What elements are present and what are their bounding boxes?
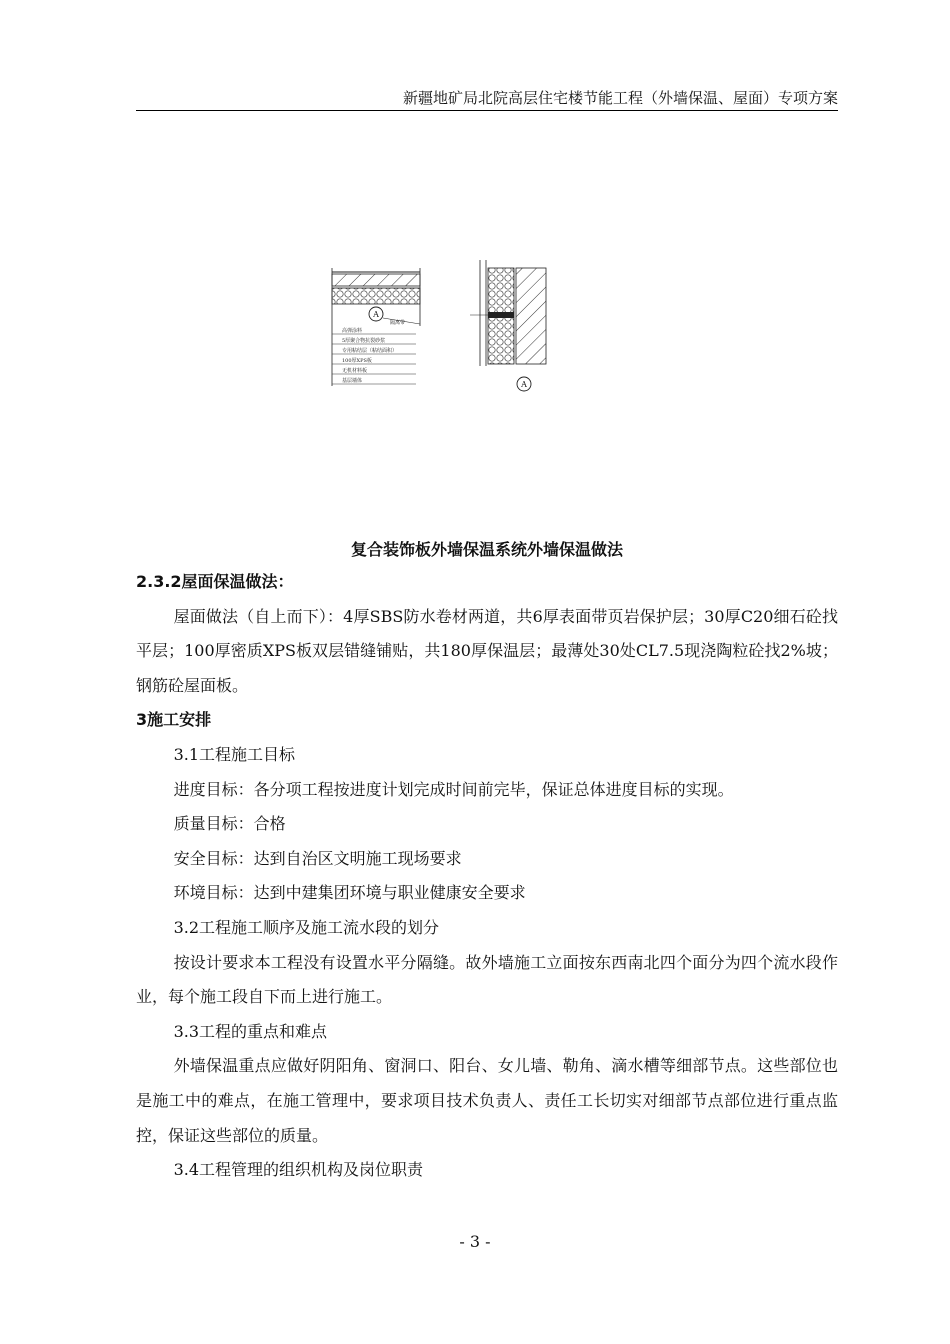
paragraph: 按设计要求本工程没有设置水平分隔缝。故外墙施工立面按东西南北四个面分为四个流水段作业，每个施工段自下而上进行施工。 xyxy=(136,952,838,1007)
layer-label: 无机材料板 xyxy=(342,368,368,374)
paragraph: 安全目标：达到自治区文明施工现场要求 xyxy=(173,848,462,868)
layer-legend xyxy=(332,327,416,384)
layer-label: 5厚聚合物抗裂砂浆 xyxy=(342,338,386,344)
callout-label: A xyxy=(521,380,527,389)
header-title: 新疆地矿局北院高层住宅楼节能工程（外墙保温、屋面）专项方案 xyxy=(402,89,838,107)
paragraph: 环境目标：达到中建集团环境与职业健康安全要求 xyxy=(173,883,526,903)
subsection-title: 3.3工程的重点和难点 xyxy=(173,1021,328,1041)
paragraph: 质量目标：合格 xyxy=(173,814,286,834)
paragraph: 屋面做法（自上而下）：4厚SBS防水卷材两道，共6厚表面带页岩保护层；30厚C20细石砼找平层；100厚密质XPS板双层错缝铺贴，共180厚保温层；最薄处30处CL7.5现浇陶粒砼找2%坡；钢筋砼屋面板。 xyxy=(136,606,838,695)
figure-caption: 复合装饰板外墙保温系统外墙保温做法 xyxy=(350,540,623,559)
subsection-title: 3.2工程施工顺序及施工流水段的划分 xyxy=(173,917,440,937)
callout-label: A xyxy=(373,310,379,319)
layer-label: 基层墙体 xyxy=(342,378,363,384)
layer-label: 专用粘结层（粘结面积） xyxy=(342,348,398,354)
wall-section xyxy=(470,260,546,391)
paragraph: 外墙保温重点应做好阴阳角、窗洞口、阳台、女儿墙、勒角、滴水槽等细部节点。这些部位也是施工中的难点，在施工管理中，要求项目技术负责人、责任工长切实对细部节点部位进行重点监控，保证这些部位的质量。 xyxy=(136,1056,838,1145)
subsection-title: 3.1工程施工目标 xyxy=(173,744,296,764)
document-body xyxy=(136,565,838,1188)
callout-note: 隔离带 xyxy=(390,320,406,326)
subsection-title: 3.4工程管理的组织机构及岗位职责 xyxy=(173,1160,424,1180)
layer-label: 100厚XPS板 xyxy=(342,358,372,364)
section-heading: 3施工安排 xyxy=(136,710,212,730)
page-number: - 3 - xyxy=(459,1232,491,1251)
paragraph: 进度目标：各分项工程按进度计划完成时间前完毕，保证总体进度目标的实现。 xyxy=(173,779,734,799)
section-heading: 2.3.2屋面保温做法： xyxy=(136,572,294,591)
page-header xyxy=(136,88,838,111)
insulation-detail-drawing xyxy=(320,258,560,398)
layer-label: 高弹涂料 xyxy=(342,328,363,334)
